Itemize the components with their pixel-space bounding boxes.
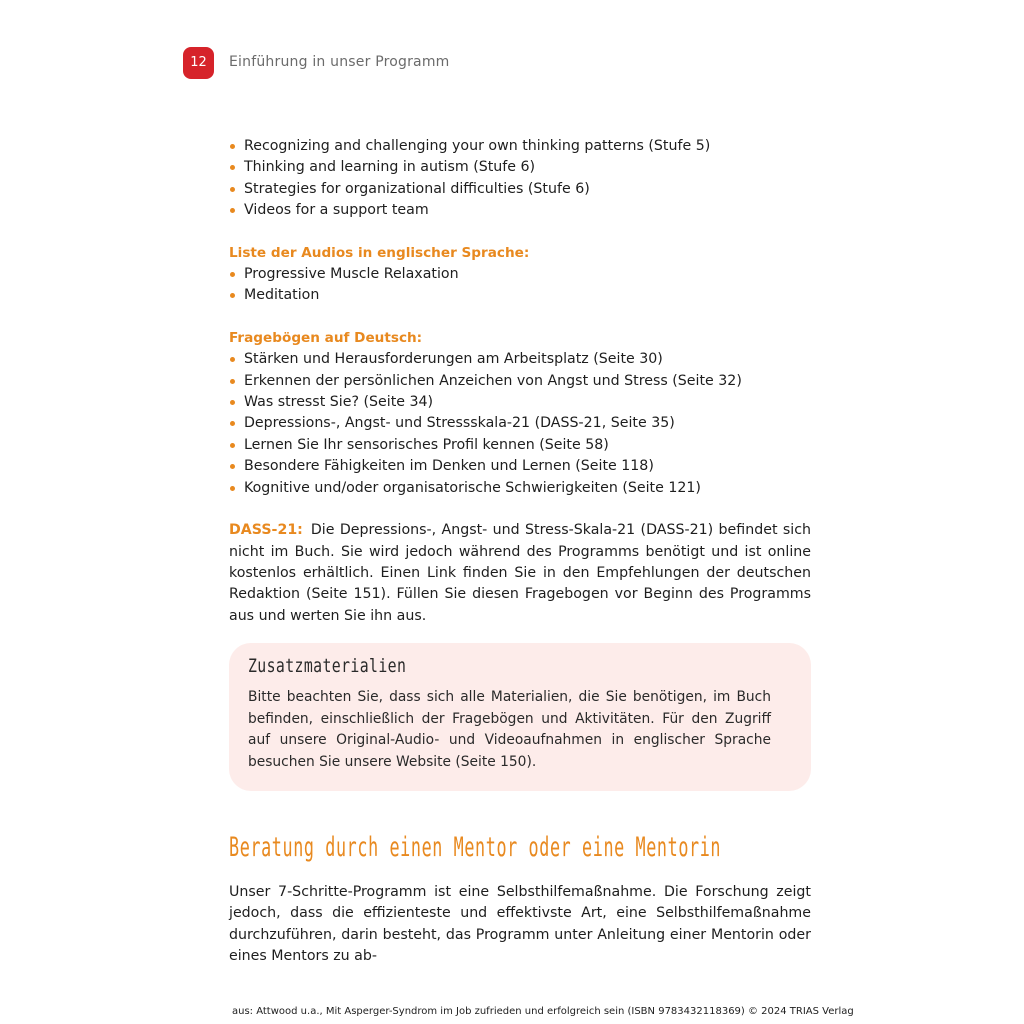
audios-heading: Liste der Audios in englischer Sprache: <box>229 244 530 261</box>
footer-citation: aus: Attwood u.a., Mit Asperger-Syndrom im Job zufrieden und erfolgreich sein (ISBN 9783432118369) © 2024 TRIAS Verlag <box>232 1006 854 1017</box>
list-item: Recognizing and challenging your own thinking patterns (Stufe 5) <box>229 136 811 157</box>
running-header-title: Einführung in unser Programm <box>229 54 450 70</box>
audios-list <box>229 264 811 307</box>
list-item: Kognitive und/oder organisatorische Schwierigkeiten (Seite 121) <box>229 478 811 499</box>
list-item: Besondere Fähigkeiten im Denken und Lernen (Seite 118) <box>229 456 811 477</box>
list-item: Thinking and learning in autism (Stufe 6) <box>229 157 811 178</box>
section-paragraph: Unser 7-Schritte-Programm ist eine Selbsthilfemaßnahme. Die Forschung zeigt jedoch, dass die effizienteste und effektivste Art, eine Selbsthilfemaßnahme durchzuführen, darin besteht, das Programm unter Anleitung einer Mentorin oder eines Mentors zu ab- <box>229 884 811 965</box>
questionnaires-heading: Fragebögen auf Deutsch: <box>229 329 423 346</box>
list-item: Strategies for organizational difficulties (Stufe 6) <box>229 179 811 200</box>
dass-label: DASS-21: <box>229 522 303 539</box>
section-heading: Beratung durch einen Mentor oder eine Mentorin <box>229 832 722 863</box>
list-item: Stärken und Herausforderungen am Arbeitsplatz (Seite 30) <box>229 349 811 370</box>
list-item: Meditation <box>229 285 811 306</box>
list-item: Depressions-, Angst- und Stressskala-21 (DASS-21, Seite 35) <box>229 413 811 434</box>
list-item: Was stresst Sie? (Seite 34) <box>229 392 811 413</box>
list-item: Videos for a support team <box>229 200 811 221</box>
questionnaires-list <box>229 349 811 499</box>
info-box <box>229 643 811 791</box>
info-box-text: Bitte beachten Sie, dass sich alle Materialien, die Sie benötigen, im Buch befinden, einschließlich der Fragebögen und Aktivitäten. Für den Zugriff auf unsere Original-Audio- und Videoaufnahmen in englischer Sprache besuchen Sie unsere Website (Seite 150). <box>248 689 771 770</box>
dass-text: Die Depressions-, Angst- und Stress-Skala-21 (DASS-21) befindet sich nicht im Buch. Sie wird jedoch während des Programms benötigt und ist online kostenlos erhältlich. Einen Link finden Sie in den Empfehlungen der deutschen Redaktion (Seite 151). Füllen Sie diesen Fragebogen vor Beginn des Programms aus und werten Sie ihn aus. <box>229 522 811 624</box>
dass-note <box>229 520 811 627</box>
info-box-title: Zusatzmaterialien <box>248 655 407 677</box>
main-content <box>229 136 811 641</box>
list-item: Erkennen der persönlichen Anzeichen von Angst und Stress (Seite 32) <box>229 371 811 392</box>
list-item: Lernen Sie Ihr sensorisches Profil kennen (Seite 58) <box>229 435 811 456</box>
videos-list <box>229 136 811 222</box>
list-item: Progressive Muscle Relaxation <box>229 264 811 285</box>
page-number-badge: 12 <box>183 47 214 79</box>
